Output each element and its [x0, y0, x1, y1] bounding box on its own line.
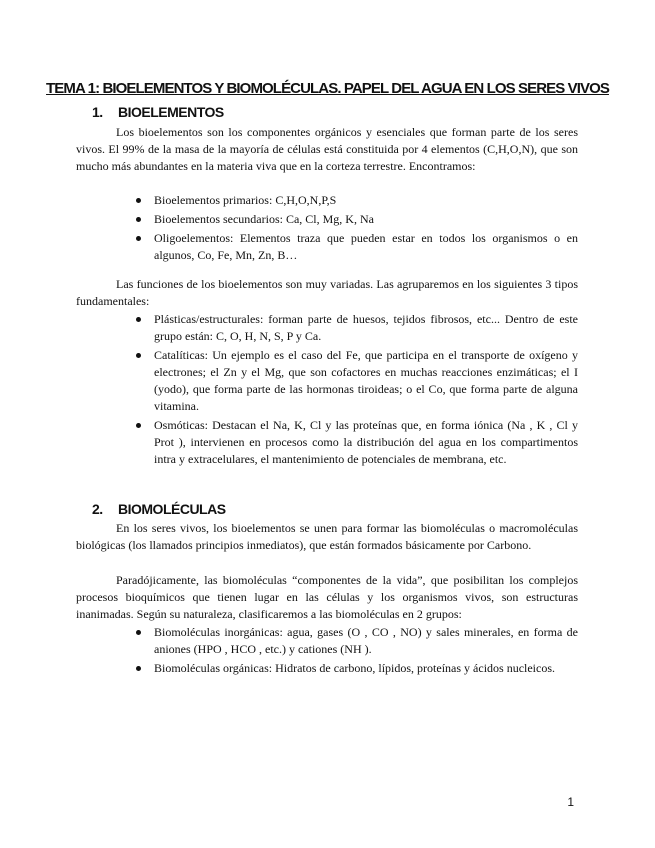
biomoleculas-groups-list — [136, 624, 578, 679]
section-number: 1. — [92, 104, 103, 120]
section-heading-biomoleculas — [92, 501, 226, 517]
list-item: Bioelementos primarios: C,H,O,N,P,S — [136, 192, 578, 209]
bullet-icon — [136, 630, 141, 635]
bullet-icon — [136, 353, 141, 358]
functions-list — [136, 311, 578, 470]
biomoleculas-paragraph-2: Paradójicamente, las biomoléculas “componentes de la vida”, que posibilitan los complejos procesos bioquímicos que tienen lugar en las células y los organismos vivos, son estructuras inanimadas. Según su naturaleza, clasificaremos a las biomoléculas en 2 grupos: — [76, 573, 578, 621]
bullet-icon — [136, 666, 141, 671]
list-item: Catalíticas: Un ejemplo es el caso del Fe, que participa en el transporte de oxígeno y electrones; el Zn y el Mg, que son cofactores en muchas reacciones enzimáticas; el I (yodo), que forma parte de las hormonas tiroideas; o el Co, que forma parte de alguna vitamina. — [136, 347, 578, 415]
section-heading-bioelementos — [92, 104, 224, 120]
list-item: Plásticas/estructurales: forman parte de huesos, tejidos fibrosos, etc... Dentro de este grupo están: C, O, H, N, S, P y Ca. — [136, 311, 578, 345]
page-number: 1 — [567, 795, 574, 809]
bullet-icon — [136, 423, 141, 428]
functions-intro-paragraph: Las funciones de los bioelementos son muy variadas. Las agruparemos en los siguientes 3 tipos fundamentales: — [76, 277, 578, 308]
bullet-icon — [136, 198, 141, 203]
section-title: BIOELEMENTOS — [118, 104, 224, 120]
document-title: TEMA 1: BIOELEMENTOS Y BIOMOLÉCULAS. PAPEL DEL AGUA EN LOS SERES VIVOS — [46, 80, 609, 97]
bullet-icon — [136, 236, 141, 241]
list-item: Oligoelementos: Elementos traza que pueden estar en todos los organismos o en algunos, Co, Fe, Mn, Zn, B… — [136, 230, 578, 264]
section-number: 2. — [92, 501, 103, 517]
bioelementos-intro-paragraph: Los bioelementos son los componentes orgánicos y esenciales que forman parte de los seres vivos. El 99% de la masa de la mayoría de células está constituida por 4 elementos (C,H,O,N), que son mucho más abundantes en la materia viva que en la corteza terrestre. Encontramos: — [76, 125, 578, 173]
biomoleculas-paragraph-1: En los seres vivos, los bioelementos se unen para formar las biomoléculas o macromoléculas biológicas (los llamados principios inmediatos), que están formados básicamente por Carbono. — [76, 521, 578, 552]
list-item: Bioelementos secundarios: Ca, Cl, Mg, K, Na — [136, 211, 578, 228]
list-item: Biomoléculas inorgánicas: agua, gases (O , CO , NO) y sales minerales, en forma de aniones (HPO , HCO , etc.) y cationes (NH ). — [136, 624, 578, 658]
list-item: Osmóticas: Destacan el Na, K, Cl y las proteínas que, en forma iónica (Na , K , Cl y Prot ), intervienen en procesos como la distribución del agua en los compartimentos intra y extracelulares, el mantenimiento de potenciales de membrana, etc. — [136, 417, 578, 468]
section-title: BIOMOLÉCULAS — [118, 501, 226, 517]
list-item: Biomoléculas orgánicas: Hidratos de carbono, lípidos, proteínas y ácidos nucleicos. — [136, 660, 578, 677]
bioelementos-types-list — [136, 192, 578, 266]
bullet-icon — [136, 317, 141, 322]
bullet-icon — [136, 217, 141, 222]
